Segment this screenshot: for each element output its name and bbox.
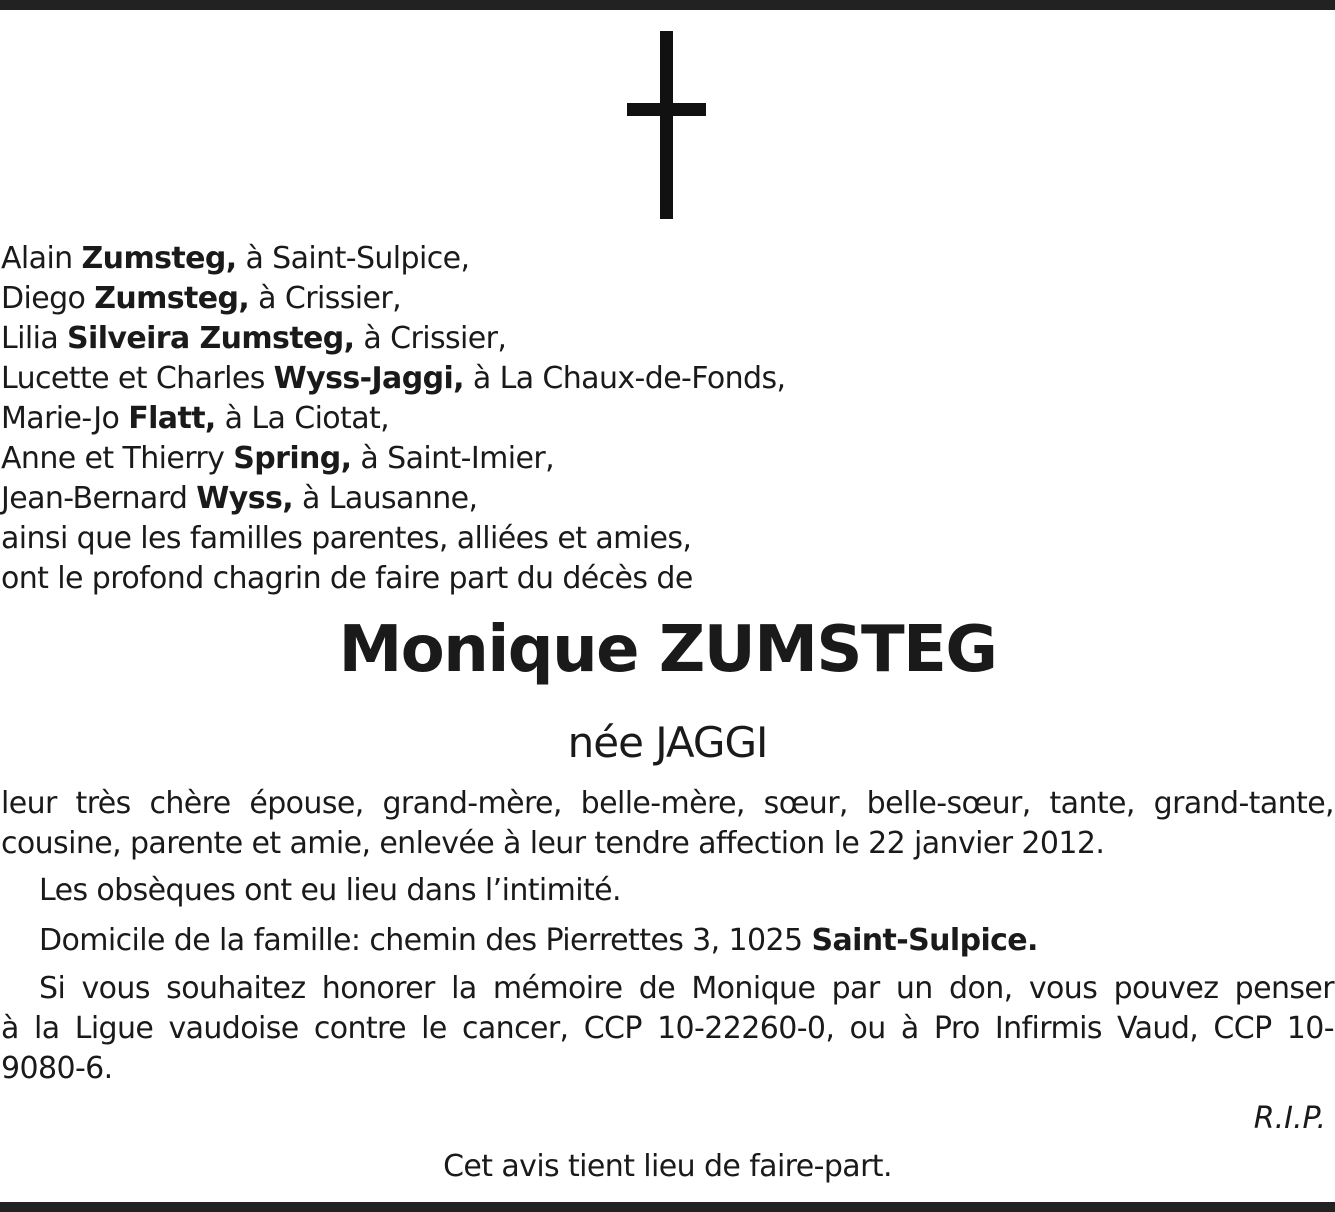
mourner-line: Lucette et Charles Wyss-Jaggi, à La Chaux-de-Fonds, <box>1 361 786 396</box>
mourner-line: Anne et Thierry Spring, à Saint-Imier, <box>1 441 555 476</box>
mourners-list <box>1 239 1001 599</box>
mourner-line: Alain Zumsteg, à Saint-Sulpice, <box>1 241 470 276</box>
donation-line: à la Ligue vaudoise contre le cancer, CCP 10-22260-0, ou à Pro Infirmis Vaud, CCP 10- <box>1 1011 1334 1046</box>
relation-paragraph <box>1 784 1334 864</box>
relation-line: leur très chère épouse, grand-mère, belle-mère, sœur, belle-sœur, tante, grand-tante, <box>1 786 1334 821</box>
rip-text: R.I.P. <box>1253 1101 1326 1136</box>
mourner-line: Marie-Jo Flatt, à La Ciotat, <box>1 401 390 436</box>
domicile-paragraph: Domicile de la famille: chemin des Pierrettes 3, 1025 Saint-Sulpice. <box>39 923 1038 958</box>
announce-line: ont le profond chagrin de faire part du décès de <box>1 561 693 596</box>
donation-line: 9080-6. <box>1 1051 113 1086</box>
families-line: ainsi que les familles parentes, alliées et amies, <box>1 521 692 556</box>
top-border-rule <box>0 0 1335 10</box>
relation-line: cousine, parente et amie, enlevée à leur tendre affection le 22 janvier 2012. <box>1 826 1105 861</box>
domicile-city: Saint-Sulpice. <box>811 923 1038 958</box>
bottom-border-rule <box>0 1202 1335 1212</box>
mourner-line: Diego Zumsteg, à Crissier, <box>1 281 402 316</box>
donation-paragraph <box>1 969 1334 1089</box>
funeral-paragraph: Les obsèques ont eu lieu dans l’intimité. <box>39 873 621 908</box>
cross-icon <box>627 31 706 219</box>
mourner-line: Jean-Bernard Wyss, à Lausanne, <box>1 481 478 516</box>
maiden-name: née JAGGI <box>567 718 768 767</box>
mourner-line: Lilia Silveira Zumsteg, à Crissier, <box>1 321 507 356</box>
donation-line: Si vous souhaitez honorer la mémoire de Monique par un don, vous pouvez penser <box>39 971 1334 1006</box>
footer-note: Cet avis tient lieu de faire-part. <box>443 1149 892 1184</box>
deceased-name: Monique ZUMSTEG <box>338 613 997 687</box>
